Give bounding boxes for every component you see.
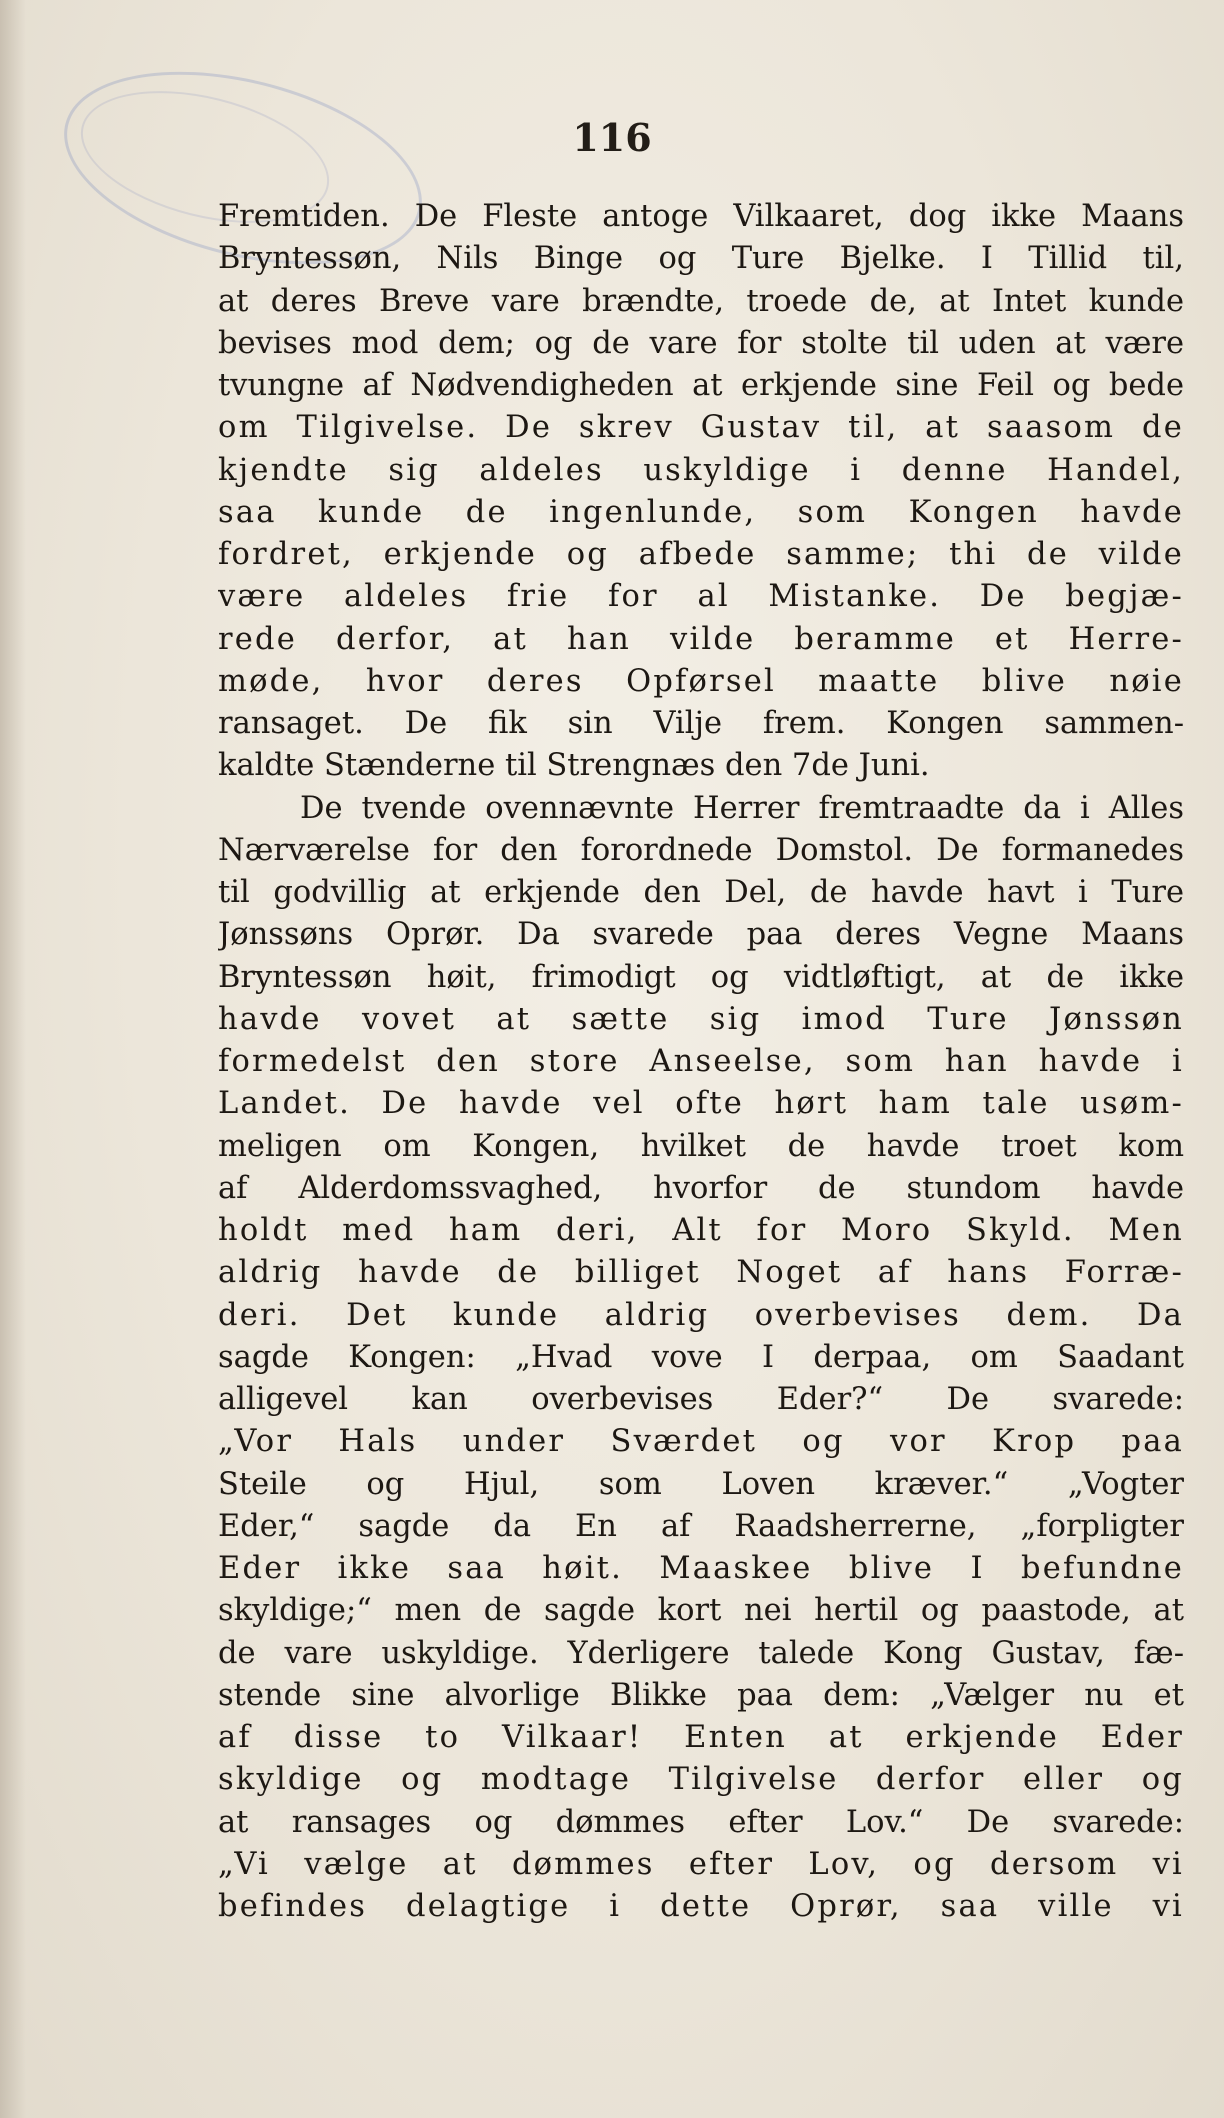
text-line: deri. Det kunde aldrig overbevises dem. Da: [218, 1297, 1184, 1333]
text-line: befindes delagtige i dette Oprør, saa ville vi: [218, 1889, 1184, 1924]
text-line: være aldeles frie for al Mistanke. De begjæ-: [218, 579, 1184, 615]
text-line: Bryntessøn høit, frimodigt og vidtløftigt, at de ikke: [218, 959, 1184, 995]
text-line: til godvillig at erkjende den Del, de havde havt i Ture: [218, 875, 1184, 910]
text-line: om Tilgivelse. De skrev Gustav til, at saasom de: [218, 410, 1184, 446]
text-line: holdt med ham deri, Alt for Moro Skyld. Men: [218, 1213, 1184, 1248]
text-line: Landet. De havde vel ofte hørt ham tale usøm-: [218, 1086, 1184, 1122]
text-line: at ransages og dømmes efter Lov.“ De svarede:: [218, 1804, 1184, 1840]
text-line: Eder ikke saa høit. Maaskee blive I befundne: [218, 1551, 1184, 1586]
page-edge-shadow: [0, 0, 26, 2118]
text-line: havde vovet at sætte sig imod Ture Jønssøn: [218, 1001, 1184, 1037]
text-line: af disse to Vilkaar! Enten at erkjende Eder: [218, 1720, 1184, 1755]
text-line: alligevel kan overbevises Eder?“ De svarede:: [218, 1382, 1184, 1417]
text-line: skyldige og modtage Tilgivelse derfor eller og: [218, 1762, 1184, 1798]
text-line: tvungne af Nødvendigheden at erkjende sine Feil og bede: [218, 368, 1184, 403]
text-line: af Alderdomssvaghed, hvorfor de stundom havde: [218, 1170, 1184, 1206]
text-line: bevises mod dem; og de vare for stolte til uden at være: [218, 325, 1184, 361]
text-line: meligen om Kongen, hvilket de havde troet kom: [218, 1128, 1184, 1164]
text-line: møde, hvor deres Opførsel maatte blive nøie: [218, 663, 1184, 699]
text-line: at deres Breve vare brændte, troede de, at Intet kunde: [218, 283, 1184, 319]
text-line: Nærværelse for den forordnede Domstol. De formanedes: [218, 832, 1184, 868]
text-line: Steile og Hjul, som Loven kræver.“ „Vogter: [218, 1466, 1184, 1502]
text-line: fordret, erkjende og afbede samme; thi de vilde: [218, 537, 1184, 572]
text-line: Eder,“ sagde da En af Raadsherrerne, „forpligter: [218, 1508, 1184, 1544]
text-line: kjendte sig aldeles uskyldige i denne Handel,: [218, 452, 1184, 488]
page-number: 116: [572, 115, 652, 160]
text-line: „Vi vælge at dømmes efter Lov, og dersom vi: [218, 1846, 1184, 1882]
text-line: „Vor Hals under Sværdet og vor Krop paa: [218, 1424, 1184, 1460]
text-line: De tvende ovennævnte Herrer fremtraadte da i Alles: [300, 790, 1184, 826]
text-line: sagde Kongen: „Hvad vove I derpaa, om Saadant: [218, 1339, 1184, 1375]
text-line: aldrig havde de billiget Noget af hans Forræ-: [218, 1255, 1184, 1291]
text-line: de vare uskyldige. Yderligere talede Kong Gustav, fæ-: [218, 1635, 1184, 1671]
text-line: Jønssøns Oprør. Da svarede paa deres Vegne Maans: [218, 917, 1184, 953]
text-line: skyldige;“ men de sagde kort nei hertil og paastode, at: [218, 1593, 1184, 1629]
text-line: ransaget. De fik sin Vilje frem. Kongen sammen-: [218, 706, 1184, 741]
text-line: kaldte Stænderne til Strengnæs den 7de Juni.: [218, 748, 930, 784]
text-line: saa kunde de ingenlunde, som Kongen havde: [218, 494, 1184, 530]
text-line: stende sine alvorlige Blikke paa dem: „Vælger nu et: [218, 1677, 1184, 1713]
text-line: Bryntessøn, Nils Binge og Ture Bjelke. I Tillid til,: [218, 241, 1184, 277]
body-text: [218, 196, 1184, 1928]
text-line: rede derfor, at han vilde beramme et Herre-: [218, 621, 1184, 657]
text-line: Fremtiden. De Fleste antoge Vilkaaret, dog ikke Maans: [218, 199, 1184, 234]
text-line: formedelst den store Anseelse, som han havde i: [218, 1044, 1184, 1079]
